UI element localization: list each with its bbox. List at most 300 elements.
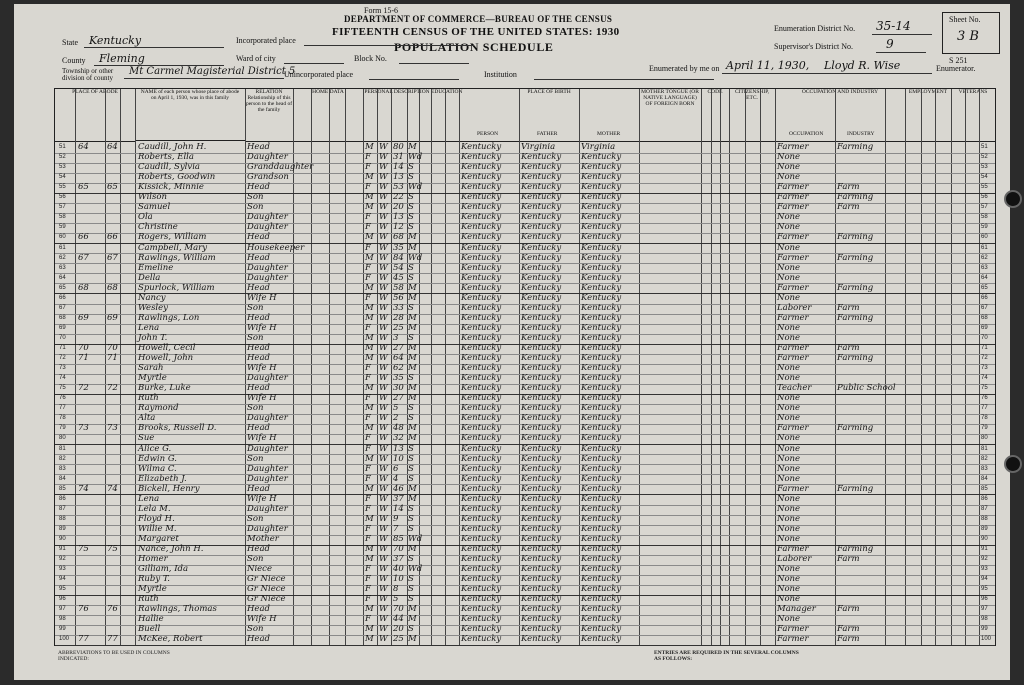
line-number-right: 85 xyxy=(981,485,988,492)
cell-race: W xyxy=(379,292,388,303)
cell-race: W xyxy=(379,262,388,273)
cell-pob: Kentucky xyxy=(461,513,502,524)
cell-pob: Kentucky xyxy=(461,413,502,424)
cell-dw: 65 xyxy=(78,182,89,193)
cell-fam: 75 xyxy=(107,544,118,554)
cell-age: 37 xyxy=(393,554,404,565)
line-number-right: 53 xyxy=(981,164,988,171)
cell-fam: 65 xyxy=(107,182,118,193)
cell-sex: F xyxy=(365,242,371,253)
cell-rel: Wife H xyxy=(247,493,277,504)
cell-age: 45 xyxy=(393,272,404,283)
cell-pob: Kentucky xyxy=(461,594,502,605)
cell-age: 5 xyxy=(393,403,399,414)
cell-age: 14 xyxy=(393,162,404,173)
cell-sex: M xyxy=(365,604,374,615)
cell-occ: None xyxy=(777,523,801,534)
sheet-number-box xyxy=(942,12,1000,54)
cell-occ: None xyxy=(777,272,801,283)
cell-fpob: Kentucky xyxy=(521,503,562,514)
cell-rel: Daughter xyxy=(247,443,288,454)
col-citizenship xyxy=(729,89,775,142)
line-number: 74 xyxy=(59,375,66,382)
cell-sex: M xyxy=(365,634,374,645)
cell-age: 58 xyxy=(393,282,404,293)
cell-rel: Daughter xyxy=(247,262,288,273)
cell-rel: Head xyxy=(247,252,270,263)
line-number: 91 xyxy=(59,546,66,552)
cell-sex: F xyxy=(365,564,371,575)
cell-fpob: Kentucky xyxy=(521,282,562,293)
cell-sex: F xyxy=(365,503,371,514)
cell-race: W xyxy=(379,453,388,464)
cell-ms: M xyxy=(408,232,417,243)
cell-mpob: Kentucky xyxy=(581,433,622,444)
line-number: 71 xyxy=(59,345,66,351)
cell-pob: Kentucky xyxy=(461,282,502,293)
cell-ind: Farm xyxy=(837,604,860,615)
cell-rel: Daughter xyxy=(247,212,288,223)
cell-rel: Head xyxy=(247,312,270,323)
line-number: 92 xyxy=(59,556,66,563)
line-number-right: 62 xyxy=(981,254,988,261)
cell-pob: Kentucky xyxy=(461,443,502,454)
cell-pob: Kentucky xyxy=(461,503,502,514)
cell-race: W xyxy=(379,604,388,615)
line-number: 84 xyxy=(59,475,66,482)
col-veterans xyxy=(951,89,995,142)
cell-ms: M xyxy=(408,242,417,253)
cell-age: 35 xyxy=(393,242,404,253)
line-number: 94 xyxy=(59,576,66,583)
col-education-label: EDUCATION xyxy=(431,89,463,95)
cell-dw: 69 xyxy=(78,312,89,323)
line-number-right: 59 xyxy=(981,224,988,231)
cell-mpob: Kentucky xyxy=(581,604,622,615)
cell-fpob: Kentucky xyxy=(521,262,562,273)
cell-name: Sue xyxy=(138,433,155,444)
cell-fpob: Kentucky xyxy=(521,393,562,404)
cell-name: Lela M. xyxy=(138,503,171,514)
cell-race: W xyxy=(379,503,388,514)
line-number: 70 xyxy=(59,334,66,341)
cell-dw: 64 xyxy=(78,142,89,152)
cell-name: Brooks, Russell D. xyxy=(138,423,217,434)
cell-occ: Farmer xyxy=(777,483,809,494)
cell-fpob: Kentucky xyxy=(521,473,562,484)
cell-ms: S xyxy=(408,222,414,233)
form-number: Form 15-6 xyxy=(364,6,398,15)
line-number: 72 xyxy=(59,355,66,362)
cell-fpob: Kentucky xyxy=(521,634,562,645)
table-row xyxy=(55,635,995,646)
cell-ms: M xyxy=(408,544,417,554)
cell-ms: M xyxy=(408,282,417,293)
cell-name: McKee, Robert xyxy=(138,634,203,645)
cell-age: 53 xyxy=(393,182,404,193)
cell-ind: Farming xyxy=(837,142,874,152)
cell-age: 13 xyxy=(393,212,404,223)
cell-mpob: Kentucky xyxy=(581,222,622,233)
line-number-right: 71 xyxy=(981,345,988,351)
line-number: 89 xyxy=(59,525,66,532)
cell-age: 32 xyxy=(393,433,404,444)
col-personal-description xyxy=(363,89,431,142)
cell-fpob: Kentucky xyxy=(521,312,562,323)
cell-mpob: Kentucky xyxy=(581,413,622,424)
cell-fpob: Kentucky xyxy=(521,252,562,263)
cell-fpob: Kentucky xyxy=(521,483,562,494)
cell-age: 64 xyxy=(393,353,404,364)
cell-ms: Wd xyxy=(408,152,423,163)
cell-ms: Wd xyxy=(408,533,423,544)
cell-sex: F xyxy=(365,222,371,233)
cell-dw: 71 xyxy=(78,353,89,364)
cell-pob: Kentucky xyxy=(461,433,502,444)
cell-age: 37 xyxy=(393,493,404,504)
cell-ms: Wd xyxy=(408,564,423,575)
cell-fam: 70 xyxy=(107,343,118,353)
occ-sub-occupation: OCCUPATION xyxy=(789,131,824,137)
cell-mpob: Kentucky xyxy=(581,363,622,374)
cell-ms: S xyxy=(408,453,414,464)
line-number: 83 xyxy=(59,465,66,472)
cell-pob: Kentucky xyxy=(461,544,502,554)
cell-rel: Wife H xyxy=(247,363,277,374)
cell-age: 35 xyxy=(393,373,404,384)
cell-dw: 68 xyxy=(78,282,89,293)
cell-occ: None xyxy=(777,584,801,595)
cell-fam: 73 xyxy=(107,423,118,434)
line-number: 54 xyxy=(59,174,66,181)
cell-sex: M xyxy=(365,483,374,494)
col-relation xyxy=(245,89,293,142)
cell-race: W xyxy=(379,363,388,374)
cell-sex: M xyxy=(365,403,374,414)
cell-name: Rawlings, William xyxy=(138,252,216,263)
cell-ms: M xyxy=(408,614,417,625)
state-underline xyxy=(84,47,224,48)
col-employment-label: EMPLOYMENT xyxy=(908,89,948,95)
cell-sex: F xyxy=(365,594,371,605)
enumerated-label: Enumerated by me on xyxy=(649,64,720,73)
cell-ind: Farming xyxy=(837,192,874,203)
cell-ms: S xyxy=(408,523,414,534)
line-number-right: 99 xyxy=(981,626,988,633)
line-number: 75 xyxy=(59,385,66,392)
cell-mpob: Kentucky xyxy=(581,172,622,183)
cell-age: 8 xyxy=(393,584,399,595)
col-occupation-label: OCCUPATION AND INDUSTRY xyxy=(801,89,879,95)
cell-name: Caudill, John H. xyxy=(138,142,207,152)
cell-pob: Kentucky xyxy=(461,312,502,323)
cell-name: Nance, John H. xyxy=(138,544,204,554)
line-number: 99 xyxy=(59,626,66,633)
cell-mpob: Kentucky xyxy=(581,232,622,243)
line-number-right: 72 xyxy=(981,355,988,362)
cell-mpob: Kentucky xyxy=(581,513,622,524)
cell-fpob: Kentucky xyxy=(521,162,562,173)
cell-occ: Farmer xyxy=(777,282,809,293)
cell-ms: M xyxy=(408,483,417,494)
line-number-right: 56 xyxy=(981,194,988,201)
cell-fpob: Kentucky xyxy=(521,192,562,203)
line-number: 62 xyxy=(59,254,66,261)
cell-pob: Kentucky xyxy=(461,142,502,152)
line-number-right: 93 xyxy=(981,566,988,573)
cell-ms: Wd xyxy=(408,182,423,193)
state-value: Kentucky xyxy=(89,34,142,47)
cell-ms: M xyxy=(408,604,417,615)
cell-pob: Kentucky xyxy=(461,343,502,353)
line-number-right: 88 xyxy=(981,515,988,522)
cell-occ: Teacher xyxy=(777,383,812,394)
col-name xyxy=(135,89,245,141)
cell-fpob: Kentucky xyxy=(521,513,562,524)
cell-mpob: Kentucky xyxy=(581,262,622,273)
cell-fpob: Kentucky xyxy=(521,332,562,343)
cell-race: W xyxy=(379,594,388,605)
cell-sex: F xyxy=(365,152,371,163)
cell-rel: Daughter xyxy=(247,523,288,534)
cell-sex: M xyxy=(365,423,374,434)
cell-ms: M xyxy=(408,393,417,404)
cell-fpob: Kentucky xyxy=(521,232,562,243)
cell-fpob: Kentucky xyxy=(521,564,562,575)
cell-rel: Gr Niece xyxy=(247,584,286,595)
cell-age: 30 xyxy=(393,383,404,394)
cell-mpob: Kentucky xyxy=(581,493,622,504)
cell-sex: M xyxy=(365,172,374,183)
cell-race: W xyxy=(379,413,388,424)
cell-mpob: Kentucky xyxy=(581,312,622,323)
cell-occ: None xyxy=(777,403,801,414)
cell-sex: M xyxy=(365,232,374,243)
cell-race: W xyxy=(379,614,388,625)
cell-occ: None xyxy=(777,443,801,454)
cell-occ: None xyxy=(777,363,801,374)
cell-age: 27 xyxy=(393,343,404,353)
cell-ms: Wd xyxy=(408,252,423,263)
cell-age: 13 xyxy=(393,172,404,183)
binder-hole xyxy=(1004,190,1022,208)
cell-pob: Kentucky xyxy=(461,453,502,464)
cell-fpob: Kentucky xyxy=(521,463,562,474)
cell-rel: Daughter xyxy=(247,373,288,384)
cell-name: Alta xyxy=(138,413,156,424)
cell-sex: M xyxy=(365,302,374,313)
cell-mpob: Kentucky xyxy=(581,544,622,554)
cell-pob: Kentucky xyxy=(461,212,502,223)
cell-occ: None xyxy=(777,594,801,605)
cell-occ: Farmer xyxy=(777,252,809,263)
line-number: 86 xyxy=(59,495,66,502)
cell-name: Hallie xyxy=(138,614,164,625)
cell-age: 3 xyxy=(393,332,399,343)
cell-name: Nancy xyxy=(138,292,166,303)
cell-ind: Farm xyxy=(837,634,860,645)
cell-age: 10 xyxy=(393,453,404,464)
line-number-right: 70 xyxy=(981,334,988,341)
cell-mpob: Kentucky xyxy=(581,533,622,544)
line-number: 100 xyxy=(59,636,70,643)
cell-pob: Kentucky xyxy=(461,624,502,635)
cell-fpob: Kentucky xyxy=(521,172,562,183)
cell-pob: Kentucky xyxy=(461,403,502,414)
cell-ind: Farming xyxy=(837,544,874,554)
cell-fam: 64 xyxy=(107,142,118,152)
cell-pob: Kentucky xyxy=(461,564,502,575)
col-citizenship-label: CITIZENSHIP, ETC. xyxy=(734,89,770,101)
incorporated-label: Incorporated place xyxy=(236,36,296,45)
cell-ms: M xyxy=(408,322,417,333)
birth-sub-person: PERSON xyxy=(477,131,499,137)
line-number-right: 67 xyxy=(981,304,988,311)
cell-race: W xyxy=(379,172,388,183)
line-number-right: 74 xyxy=(981,375,988,382)
cell-name: Margaret xyxy=(138,533,179,544)
cell-race: W xyxy=(379,544,388,554)
cell-fpob: Kentucky xyxy=(521,584,562,595)
cell-rel: Son xyxy=(247,513,264,524)
cell-fpob: Kentucky xyxy=(521,343,562,353)
line-number-right: 69 xyxy=(981,324,988,331)
cell-age: 85 xyxy=(393,533,404,544)
cell-age: 33 xyxy=(393,302,404,313)
col-name-label: NAME of each person whose place of abode on April 1, 1930, was in this family xyxy=(140,89,240,101)
cell-occ: Laborer xyxy=(777,554,812,565)
supervisor-label: Supervisor's District No. xyxy=(774,42,853,51)
cell-dw: 74 xyxy=(78,483,89,494)
cell-fpob: Kentucky xyxy=(521,383,562,394)
cell-rel: Son xyxy=(247,453,264,464)
line-number-right: 64 xyxy=(981,274,988,281)
col-employment xyxy=(905,89,951,142)
cell-pob: Kentucky xyxy=(461,232,502,243)
cell-age: 28 xyxy=(393,312,404,323)
cell-ind: Farming xyxy=(837,252,874,263)
cell-rel: Daughter xyxy=(247,463,288,474)
cell-race: W xyxy=(379,423,388,434)
cell-age: 84 xyxy=(393,252,404,263)
cell-name: Sarah xyxy=(138,363,164,374)
cell-rel: Grandson xyxy=(247,172,289,183)
cell-occ: Farmer xyxy=(777,634,809,645)
cell-mpob: Virginia xyxy=(581,142,616,152)
cell-mpob: Kentucky xyxy=(581,373,622,384)
cell-rel: Granddaughter xyxy=(247,162,314,173)
cell-occ: Laborer xyxy=(777,302,812,313)
cell-mpob: Kentucky xyxy=(581,443,622,454)
cell-mpob: Kentucky xyxy=(581,202,622,213)
cell-rel: Daughter xyxy=(247,152,288,163)
incorporated-underline xyxy=(304,45,474,46)
cell-rel: Son xyxy=(247,332,264,343)
line-number-right: 95 xyxy=(981,586,988,593)
township-label: Township or other division of county xyxy=(62,67,114,82)
cell-occ: None xyxy=(777,413,801,424)
cell-race: W xyxy=(379,353,388,364)
cell-name: Rogers, William xyxy=(138,232,207,243)
cell-occ: None xyxy=(777,493,801,504)
line-number-right: 57 xyxy=(981,204,988,211)
line-number: 57 xyxy=(59,204,66,211)
cell-age: 68 xyxy=(393,232,404,243)
cell-name: Caudill, Sylvia xyxy=(138,162,200,173)
cell-occ: Farmer xyxy=(777,192,809,203)
cell-mpob: Kentucky xyxy=(581,343,622,353)
cell-age: 70 xyxy=(393,544,404,554)
cell-ind: Farm xyxy=(837,343,860,353)
col-home-data xyxy=(293,89,363,142)
cell-age: 70 xyxy=(393,604,404,615)
cell-occ: Farmer xyxy=(777,202,809,213)
line-number-right: 65 xyxy=(981,284,988,291)
unincorporated-label: Unincorporated place xyxy=(284,70,354,79)
cell-mpob: Kentucky xyxy=(581,503,622,514)
cell-mpob: Kentucky xyxy=(581,554,622,565)
cell-ms: M xyxy=(408,312,417,323)
cell-fpob: Kentucky xyxy=(521,604,562,615)
cell-ms: S xyxy=(408,202,414,213)
enumerator-name: Lloyd R. Wise xyxy=(824,59,901,72)
binder-hole xyxy=(1004,455,1022,473)
line-number-right: 68 xyxy=(981,314,988,321)
cell-ms: S xyxy=(408,172,414,183)
cell-mpob: Kentucky xyxy=(581,192,622,203)
cell-ms: S xyxy=(408,373,414,384)
cell-rel: Head xyxy=(247,142,270,152)
cell-fam: 68 xyxy=(107,282,118,293)
cell-ms: S xyxy=(408,162,414,173)
cell-ms: M xyxy=(408,353,417,364)
cell-pob: Kentucky xyxy=(461,162,502,173)
line-number: 63 xyxy=(59,264,66,271)
cell-age: 54 xyxy=(393,262,404,273)
cell-occ: None xyxy=(777,463,801,474)
cell-occ: None xyxy=(777,453,801,464)
cell-fpob: Kentucky xyxy=(521,152,562,163)
cell-rel: Daughter xyxy=(247,503,288,514)
department-title: DEPARTMENT OF COMMERCE—BUREAU OF THE CENSUS xyxy=(344,14,613,24)
cell-race: W xyxy=(379,624,388,635)
cell-name: Homer xyxy=(138,554,168,565)
cell-ms: S xyxy=(408,503,414,514)
cell-dw: 66 xyxy=(78,232,89,243)
cell-sex: F xyxy=(365,322,371,333)
state-label: State xyxy=(62,38,78,47)
line-number: 52 xyxy=(59,154,66,161)
cell-name: Howell, John xyxy=(138,353,194,364)
enum-district-label: Enumeration District No. xyxy=(774,24,856,33)
cell-sex: F xyxy=(365,212,371,223)
cell-race: W xyxy=(379,483,388,494)
line-number: 98 xyxy=(59,616,66,623)
cell-dw: 76 xyxy=(78,604,89,615)
cell-sex: F xyxy=(365,433,371,444)
line-number-right: 91 xyxy=(981,546,988,552)
cell-rel: Son xyxy=(247,554,264,565)
cell-name: Edwin G. xyxy=(138,453,178,464)
cell-rel: Daughter xyxy=(247,413,288,424)
cell-race: W xyxy=(379,312,388,323)
line-number-right: 87 xyxy=(981,505,988,512)
cell-ms: S xyxy=(408,584,414,595)
cell-name: Raymond xyxy=(138,403,179,414)
cell-occ: None xyxy=(777,162,801,173)
cell-sex: M xyxy=(365,453,374,464)
cell-sex: M xyxy=(365,332,374,343)
